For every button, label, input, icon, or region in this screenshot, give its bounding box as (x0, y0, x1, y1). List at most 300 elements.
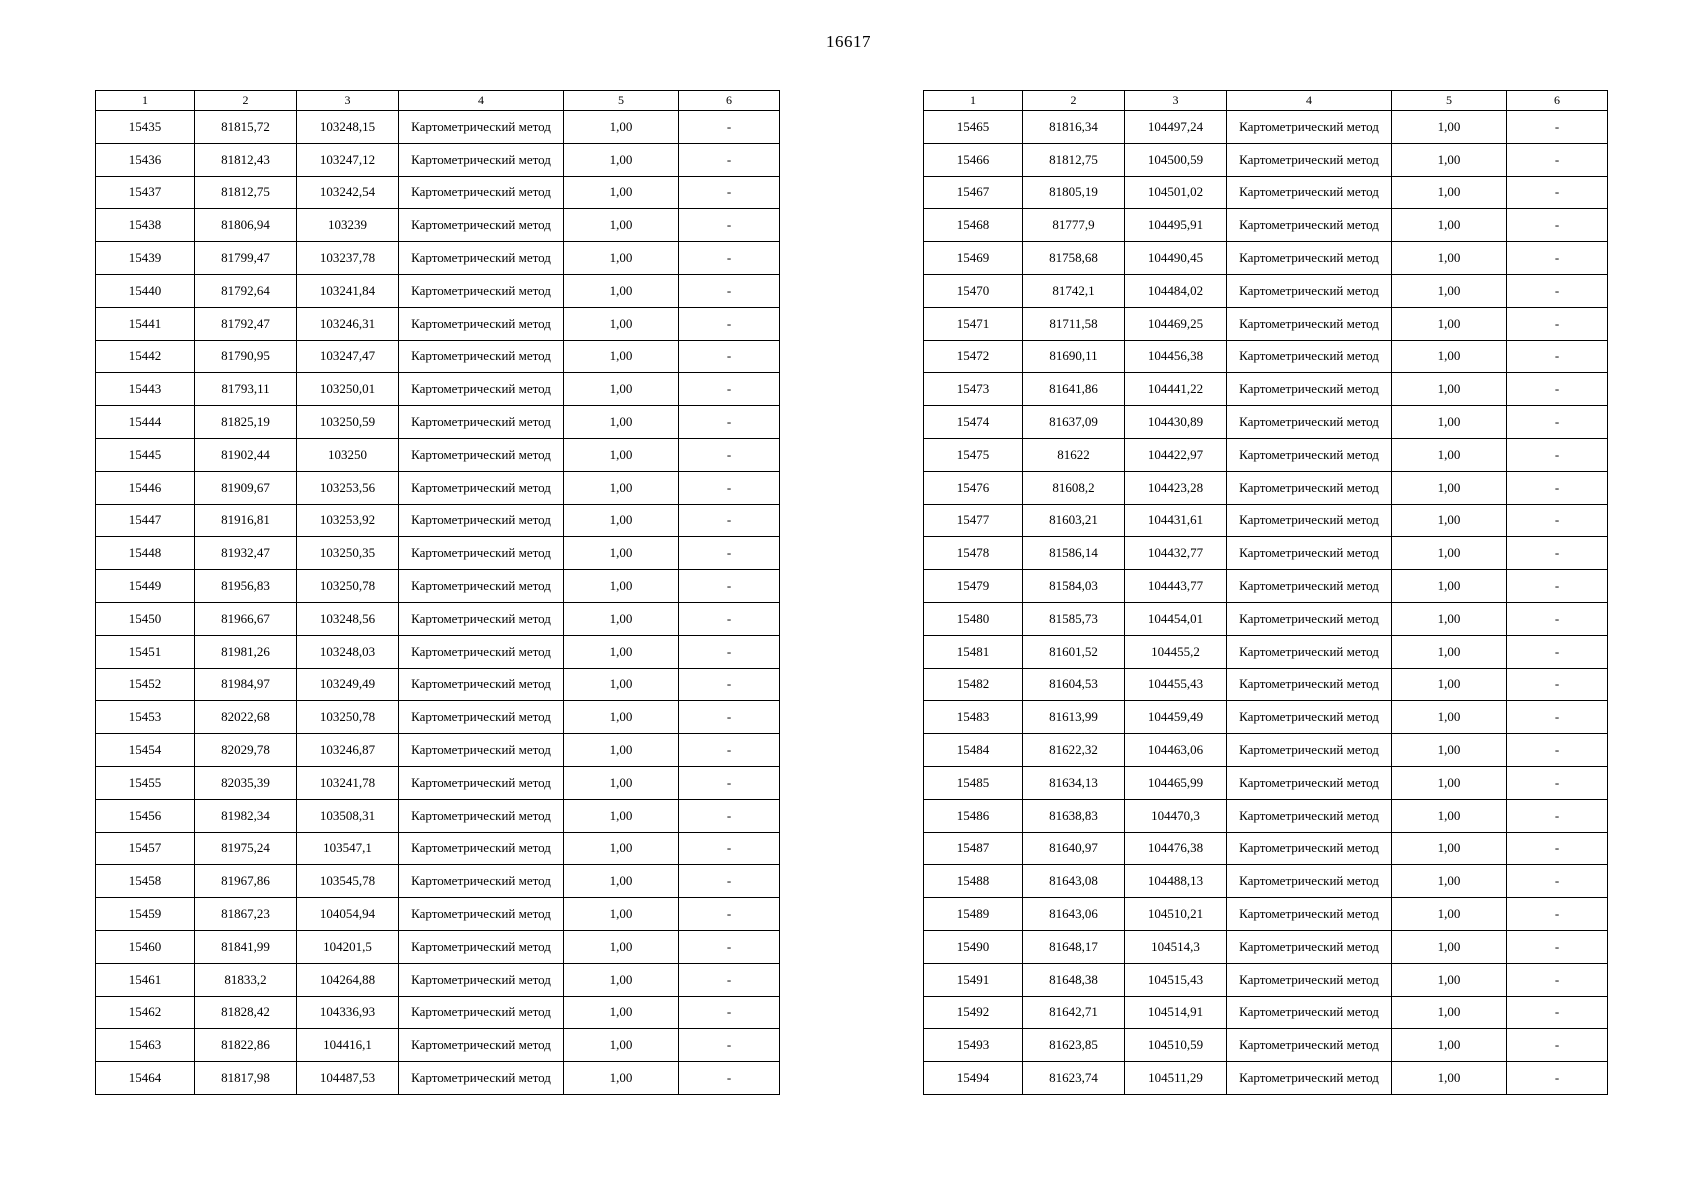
table-row (924, 438, 1608, 471)
method-cell: Картометрический метод (1227, 1062, 1392, 1095)
y-coordinate-cell: 104455,2 (1125, 635, 1227, 668)
method-cell: Картометрический метод (1227, 930, 1392, 963)
accuracy-cell: 1,00 (564, 340, 679, 373)
y-coordinate-cell: 104488,13 (1125, 865, 1227, 898)
x-coordinate-cell: 81638,83 (1023, 799, 1125, 832)
accuracy-cell: 1,00 (564, 537, 679, 570)
point-number-cell: 15461 (96, 963, 195, 996)
point-number-cell: 15465 (924, 111, 1023, 144)
point-number-cell: 15483 (924, 701, 1023, 734)
accuracy-cell: 1,00 (564, 602, 679, 635)
y-coordinate-cell: 104514,91 (1125, 996, 1227, 1029)
description-cell: - (1507, 340, 1608, 373)
point-number-cell: 15488 (924, 865, 1023, 898)
point-number-cell: 15449 (96, 570, 195, 603)
method-cell: Картометрический метод (399, 1062, 564, 1095)
y-coordinate-cell: 104510,59 (1125, 1029, 1227, 1062)
point-number-cell: 15473 (924, 373, 1023, 406)
y-coordinate-cell: 104470,3 (1125, 799, 1227, 832)
x-coordinate-cell: 81812,43 (195, 143, 297, 176)
method-cell: Картометрический метод (1227, 438, 1392, 471)
table-row (96, 996, 780, 1029)
accuracy-cell: 1,00 (564, 307, 679, 340)
x-coordinate-cell: 81916,81 (195, 504, 297, 537)
x-coordinate-cell: 81640,97 (1023, 832, 1125, 865)
y-coordinate-cell: 104431,61 (1125, 504, 1227, 537)
accuracy-cell: 1,00 (1392, 176, 1507, 209)
description-cell: - (679, 209, 780, 242)
description-cell: - (679, 143, 780, 176)
point-number-cell: 15436 (96, 143, 195, 176)
table-row (96, 1062, 780, 1095)
method-cell: Картометрический метод (399, 176, 564, 209)
x-coordinate-cell: 81758,68 (1023, 242, 1125, 275)
x-coordinate-cell: 81792,64 (195, 274, 297, 307)
table-row (96, 471, 780, 504)
method-cell: Картометрический метод (399, 111, 564, 144)
accuracy-cell: 1,00 (1392, 438, 1507, 471)
x-coordinate-cell: 81622,32 (1023, 734, 1125, 767)
column-header: 6 (679, 91, 780, 111)
point-number-cell: 15439 (96, 242, 195, 275)
accuracy-cell: 1,00 (564, 274, 679, 307)
accuracy-cell: 1,00 (1392, 340, 1507, 373)
x-coordinate-cell: 81817,98 (195, 1062, 297, 1095)
description-cell: - (1507, 471, 1608, 504)
y-coordinate-cell: 104497,24 (1125, 111, 1227, 144)
accuracy-cell: 1,00 (564, 832, 679, 865)
x-coordinate-cell: 81642,71 (1023, 996, 1125, 1029)
method-cell: Картометрический метод (1227, 602, 1392, 635)
y-coordinate-cell: 104514,3 (1125, 930, 1227, 963)
x-coordinate-cell: 81777,9 (1023, 209, 1125, 242)
y-coordinate-cell: 103250,59 (297, 406, 399, 439)
table-row (924, 799, 1608, 832)
y-coordinate-cell: 103239 (297, 209, 399, 242)
description-cell: - (1507, 766, 1608, 799)
table-row (924, 340, 1608, 373)
x-coordinate-cell: 81742,1 (1023, 274, 1125, 307)
table-row (924, 570, 1608, 603)
table-row (924, 898, 1608, 931)
point-number-cell: 15479 (924, 570, 1023, 603)
y-coordinate-cell: 103248,03 (297, 635, 399, 668)
x-coordinate-cell: 81643,08 (1023, 865, 1125, 898)
y-coordinate-cell: 104432,77 (1125, 537, 1227, 570)
method-cell: Картометрический метод (1227, 209, 1392, 242)
description-cell: - (1507, 963, 1608, 996)
method-cell: Картометрический метод (399, 898, 564, 931)
x-coordinate-cell: 81981,26 (195, 635, 297, 668)
accuracy-cell: 1,00 (564, 865, 679, 898)
point-number-cell: 15494 (924, 1062, 1023, 1095)
point-number-cell: 15480 (924, 602, 1023, 635)
description-cell: - (679, 307, 780, 340)
description-cell: - (679, 406, 780, 439)
table-row (924, 406, 1608, 439)
accuracy-cell: 1,00 (564, 734, 679, 767)
method-cell: Картометрический метод (1227, 832, 1392, 865)
method-cell: Картометрический метод (399, 865, 564, 898)
table-row (924, 701, 1608, 734)
table-row (924, 635, 1608, 668)
point-number-cell: 15486 (924, 799, 1023, 832)
y-coordinate-cell: 104463,06 (1125, 734, 1227, 767)
table-row (924, 668, 1608, 701)
method-cell: Картометрический метод (1227, 996, 1392, 1029)
point-number-cell: 15481 (924, 635, 1023, 668)
x-coordinate-cell: 81812,75 (195, 176, 297, 209)
y-coordinate-cell: 104422,97 (1125, 438, 1227, 471)
point-number-cell: 15452 (96, 668, 195, 701)
x-coordinate-cell: 81604,53 (1023, 668, 1125, 701)
description-cell: - (679, 111, 780, 144)
y-coordinate-cell: 103246,87 (297, 734, 399, 767)
description-cell: - (1507, 668, 1608, 701)
point-number-cell: 15484 (924, 734, 1023, 767)
point-number-cell: 15478 (924, 537, 1023, 570)
accuracy-cell: 1,00 (1392, 1062, 1507, 1095)
x-coordinate-cell: 81975,24 (195, 832, 297, 865)
description-cell: - (679, 668, 780, 701)
y-coordinate-cell: 104441,22 (1125, 373, 1227, 406)
x-coordinate-cell: 81909,67 (195, 471, 297, 504)
accuracy-cell: 1,00 (564, 799, 679, 832)
table-row (96, 898, 780, 931)
point-number-cell: 15463 (96, 1029, 195, 1062)
description-cell: - (1507, 701, 1608, 734)
x-coordinate-cell: 81932,47 (195, 537, 297, 570)
point-number-cell: 15490 (924, 930, 1023, 963)
description-cell: - (1507, 996, 1608, 1029)
y-coordinate-cell: 103247,12 (297, 143, 399, 176)
description-cell: - (1507, 570, 1608, 603)
table-row (96, 865, 780, 898)
description-cell: - (679, 340, 780, 373)
method-cell: Картометрический метод (1227, 865, 1392, 898)
x-coordinate-cell: 81643,06 (1023, 898, 1125, 931)
method-cell: Картометрический метод (399, 373, 564, 406)
point-number-cell: 15469 (924, 242, 1023, 275)
method-cell: Картометрический метод (1227, 570, 1392, 603)
table-row (96, 1029, 780, 1062)
description-cell: - (679, 602, 780, 635)
table-row (924, 996, 1608, 1029)
point-number-cell: 15460 (96, 930, 195, 963)
table-header-row (96, 91, 780, 111)
x-coordinate-cell: 81584,03 (1023, 570, 1125, 603)
column-header: 4 (399, 91, 564, 111)
x-coordinate-cell: 81585,73 (1023, 602, 1125, 635)
table-row (96, 668, 780, 701)
y-coordinate-cell: 103250,35 (297, 537, 399, 570)
description-cell: - (1507, 734, 1608, 767)
point-number-cell: 15464 (96, 1062, 195, 1095)
table-row (924, 504, 1608, 537)
description-cell: - (1507, 799, 1608, 832)
accuracy-cell: 1,00 (564, 242, 679, 275)
x-coordinate-cell: 81806,94 (195, 209, 297, 242)
accuracy-cell: 1,00 (1392, 668, 1507, 701)
description-cell: - (679, 373, 780, 406)
accuracy-cell: 1,00 (1392, 307, 1507, 340)
y-coordinate-cell: 103241,84 (297, 274, 399, 307)
description-cell: - (1507, 438, 1608, 471)
x-coordinate-cell: 81984,97 (195, 668, 297, 701)
accuracy-cell: 1,00 (1392, 111, 1507, 144)
description-cell: - (1507, 1029, 1608, 1062)
method-cell: Картометрический метод (1227, 307, 1392, 340)
accuracy-cell: 1,00 (1392, 832, 1507, 865)
accuracy-cell: 1,00 (1392, 537, 1507, 570)
y-coordinate-cell: 104495,91 (1125, 209, 1227, 242)
accuracy-cell: 1,00 (564, 209, 679, 242)
accuracy-cell: 1,00 (564, 930, 679, 963)
point-number-cell: 15458 (96, 865, 195, 898)
x-coordinate-cell: 81622 (1023, 438, 1125, 471)
point-number-cell: 15466 (924, 143, 1023, 176)
point-number-cell: 15443 (96, 373, 195, 406)
x-coordinate-cell: 82029,78 (195, 734, 297, 767)
point-number-cell: 15476 (924, 471, 1023, 504)
point-number-cell: 15485 (924, 766, 1023, 799)
x-coordinate-cell: 81711,58 (1023, 307, 1125, 340)
point-number-cell: 15453 (96, 701, 195, 734)
point-number-cell: 15482 (924, 668, 1023, 701)
table-row (96, 340, 780, 373)
description-cell: - (679, 1062, 780, 1095)
method-cell: Картометрический метод (1227, 668, 1392, 701)
table-row (96, 111, 780, 144)
y-coordinate-cell: 104423,28 (1125, 471, 1227, 504)
description-cell: - (1507, 307, 1608, 340)
table-row (96, 438, 780, 471)
table-row (96, 274, 780, 307)
accuracy-cell: 1,00 (1392, 274, 1507, 307)
accuracy-cell: 1,00 (564, 570, 679, 603)
column-header: 2 (1023, 91, 1125, 111)
y-coordinate-cell: 103250,78 (297, 570, 399, 603)
point-number-cell: 15438 (96, 209, 195, 242)
accuracy-cell: 1,00 (1392, 471, 1507, 504)
point-number-cell: 15450 (96, 602, 195, 635)
column-header: 3 (297, 91, 399, 111)
method-cell: Картометрический метод (1227, 799, 1392, 832)
point-number-cell: 15477 (924, 504, 1023, 537)
y-coordinate-cell: 104510,21 (1125, 898, 1227, 931)
description-cell: - (679, 766, 780, 799)
method-cell: Картометрический метод (1227, 734, 1392, 767)
point-number-cell: 15455 (96, 766, 195, 799)
y-coordinate-cell: 103545,78 (297, 865, 399, 898)
description-cell: - (1507, 930, 1608, 963)
table-row (924, 242, 1608, 275)
method-cell: Картометрический метод (399, 734, 564, 767)
y-coordinate-cell: 104454,01 (1125, 602, 1227, 635)
table-row (924, 537, 1608, 570)
point-number-cell: 15454 (96, 734, 195, 767)
description-cell: - (679, 242, 780, 275)
table-row (924, 930, 1608, 963)
method-cell: Картометрический метод (399, 996, 564, 1029)
table-row (924, 274, 1608, 307)
table-row (924, 734, 1608, 767)
method-cell: Картометрический метод (399, 799, 564, 832)
method-cell: Картометрический метод (399, 1029, 564, 1062)
table-row (924, 471, 1608, 504)
method-cell: Картометрический метод (399, 209, 564, 242)
method-cell: Картометрический метод (399, 832, 564, 865)
point-number-cell: 15462 (96, 996, 195, 1029)
y-coordinate-cell: 103547,1 (297, 832, 399, 865)
x-coordinate-cell: 81623,74 (1023, 1062, 1125, 1095)
accuracy-cell: 1,00 (1392, 1029, 1507, 1062)
table-row (96, 406, 780, 439)
x-coordinate-cell: 81828,42 (195, 996, 297, 1029)
table-row (96, 537, 780, 570)
description-cell: - (1507, 406, 1608, 439)
method-cell: Картометрический метод (399, 537, 564, 570)
x-coordinate-cell: 81613,99 (1023, 701, 1125, 734)
point-number-cell: 15475 (924, 438, 1023, 471)
coordinates-table-left (95, 90, 780, 1095)
x-coordinate-cell: 82035,39 (195, 766, 297, 799)
x-coordinate-cell: 81799,47 (195, 242, 297, 275)
method-cell: Картометрический метод (1227, 176, 1392, 209)
table-row (96, 930, 780, 963)
method-cell: Картометрический метод (399, 274, 564, 307)
column-header: 3 (1125, 91, 1227, 111)
method-cell: Картометрический метод (1227, 504, 1392, 537)
point-number-cell: 15470 (924, 274, 1023, 307)
x-coordinate-cell: 81815,72 (195, 111, 297, 144)
accuracy-cell: 1,00 (1392, 504, 1507, 537)
description-cell: - (1507, 111, 1608, 144)
column-header: 5 (564, 91, 679, 111)
accuracy-cell: 1,00 (564, 176, 679, 209)
y-coordinate-cell: 104500,59 (1125, 143, 1227, 176)
y-coordinate-cell: 104490,45 (1125, 242, 1227, 275)
point-number-cell: 15446 (96, 471, 195, 504)
description-cell: - (679, 832, 780, 865)
description-cell: - (1507, 373, 1608, 406)
table-row (924, 307, 1608, 340)
y-coordinate-cell: 104484,02 (1125, 274, 1227, 307)
point-number-cell: 15459 (96, 898, 195, 931)
method-cell: Картометрический метод (1227, 340, 1392, 373)
point-number-cell: 15451 (96, 635, 195, 668)
x-coordinate-cell: 81586,14 (1023, 537, 1125, 570)
accuracy-cell: 1,00 (1392, 143, 1507, 176)
description-cell: - (679, 701, 780, 734)
x-coordinate-cell: 81648,17 (1023, 930, 1125, 963)
table-row (924, 176, 1608, 209)
method-cell: Картометрический метод (1227, 635, 1392, 668)
point-number-cell: 15474 (924, 406, 1023, 439)
y-coordinate-cell: 103247,47 (297, 340, 399, 373)
accuracy-cell: 1,00 (1392, 242, 1507, 275)
accuracy-cell: 1,00 (564, 701, 679, 734)
point-number-cell: 15468 (924, 209, 1023, 242)
y-coordinate-cell: 103248,15 (297, 111, 399, 144)
table-row (96, 766, 780, 799)
y-coordinate-cell: 104336,93 (297, 996, 399, 1029)
description-cell: - (1507, 537, 1608, 570)
x-coordinate-cell: 81637,09 (1023, 406, 1125, 439)
x-coordinate-cell: 81648,38 (1023, 963, 1125, 996)
description-cell: - (679, 570, 780, 603)
description-cell: - (679, 963, 780, 996)
x-coordinate-cell: 81967,86 (195, 865, 297, 898)
point-number-cell: 15489 (924, 898, 1023, 931)
point-number-cell: 15487 (924, 832, 1023, 865)
point-number-cell: 15441 (96, 307, 195, 340)
description-cell: - (679, 471, 780, 504)
table-row (924, 1029, 1608, 1062)
description-cell: - (679, 930, 780, 963)
y-coordinate-cell: 104511,29 (1125, 1062, 1227, 1095)
y-coordinate-cell: 104054,94 (297, 898, 399, 931)
x-coordinate-cell: 81816,34 (1023, 111, 1125, 144)
x-coordinate-cell: 81792,47 (195, 307, 297, 340)
point-number-cell: 15491 (924, 963, 1023, 996)
x-coordinate-cell: 81902,44 (195, 438, 297, 471)
accuracy-cell: 1,00 (564, 373, 679, 406)
y-coordinate-cell: 104476,38 (1125, 832, 1227, 865)
table-row (96, 373, 780, 406)
table-row (96, 504, 780, 537)
y-coordinate-cell: 103248,56 (297, 602, 399, 635)
x-coordinate-cell: 81867,23 (195, 898, 297, 931)
table-row (96, 209, 780, 242)
column-header: 5 (1392, 91, 1507, 111)
table-row (924, 1062, 1608, 1095)
method-cell: Картометрический метод (399, 635, 564, 668)
table-row (924, 209, 1608, 242)
description-cell: - (679, 176, 780, 209)
description-cell: - (679, 865, 780, 898)
x-coordinate-cell: 81805,19 (1023, 176, 1125, 209)
method-cell: Картометрический метод (1227, 701, 1392, 734)
accuracy-cell: 1,00 (564, 996, 679, 1029)
point-number-cell: 15445 (96, 438, 195, 471)
page-number: 16617 (826, 32, 871, 51)
y-coordinate-cell: 103242,54 (297, 176, 399, 209)
accuracy-cell: 1,00 (1392, 963, 1507, 996)
accuracy-cell: 1,00 (1392, 602, 1507, 635)
y-coordinate-cell: 103253,92 (297, 504, 399, 537)
point-number-cell: 15472 (924, 340, 1023, 373)
method-cell: Картометрический метод (1227, 406, 1392, 439)
point-number-cell: 15442 (96, 340, 195, 373)
y-coordinate-cell: 104456,38 (1125, 340, 1227, 373)
description-cell: - (1507, 274, 1608, 307)
x-coordinate-cell: 81634,13 (1023, 766, 1125, 799)
method-cell: Картометрический метод (1227, 111, 1392, 144)
y-coordinate-cell: 103253,56 (297, 471, 399, 504)
table-row (96, 242, 780, 275)
accuracy-cell: 1,00 (1392, 898, 1507, 931)
y-coordinate-cell: 103246,31 (297, 307, 399, 340)
x-coordinate-cell: 81641,86 (1023, 373, 1125, 406)
y-coordinate-cell: 103249,49 (297, 668, 399, 701)
y-coordinate-cell: 104501,02 (1125, 176, 1227, 209)
y-coordinate-cell: 104201,5 (297, 930, 399, 963)
table-row (924, 111, 1608, 144)
y-coordinate-cell: 104430,89 (1125, 406, 1227, 439)
accuracy-cell: 1,00 (564, 766, 679, 799)
description-cell: - (1507, 602, 1608, 635)
